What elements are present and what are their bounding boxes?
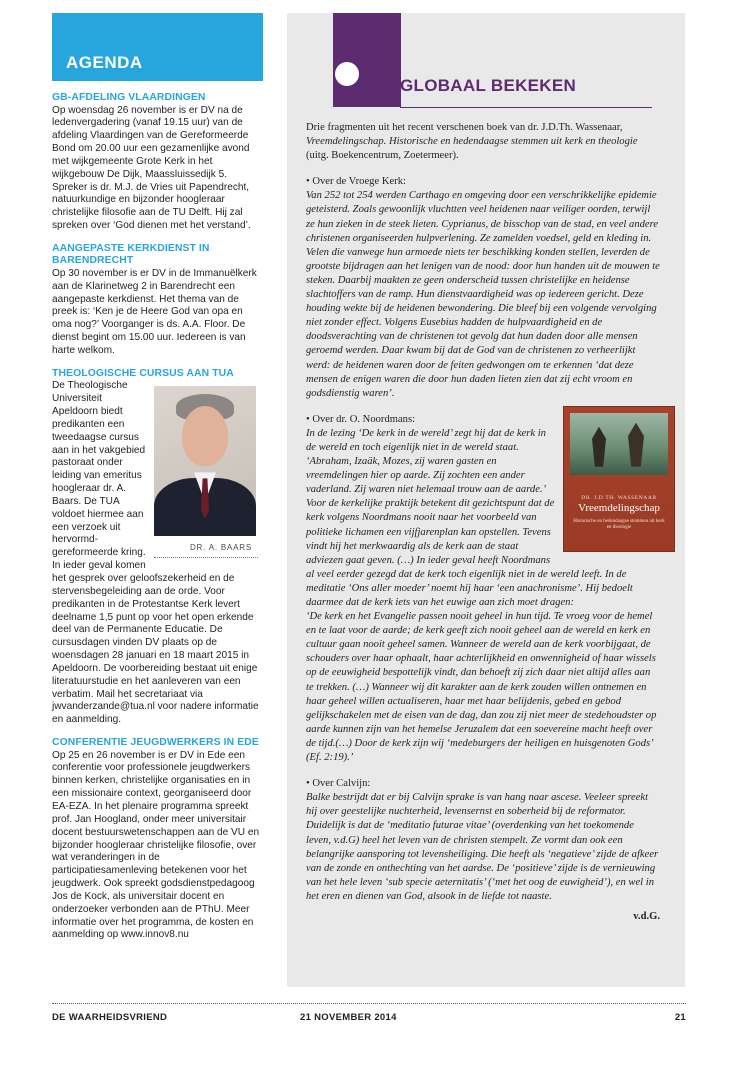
agenda-item-body: De Theologische Universiteit Apeldoorn biedt predikanten een tweedaagse cursus aan in het vakgebied pastoraat onder leiding van emeritus hoogleraar dr. A. Baars. De TUA voldoet hiermee aan een verzoek uit hervormd-gereformeerde kring. In ieder geval komen het gesprek over geloofszekerheid en de stervensbegeleiding aan de orde. Voor predikanten in de Protestantse Kerk levert deelname 1,5 punt op voor het open erkende deel van de Permanente Educatie. De cursusdagen vinden DV plaats op de woensdagen 28 januari en 18 maart 2015 in Apeldoorn. De voorbereiding bestaat uit enige literatuurstudie en het aanleveren van een verbatim. Mail het secretariaat via jwvanderzande@tua.nl voor nadere informatie en aanmelding. [52, 380, 259, 726]
agenda-header-bar [52, 13, 263, 81]
fragment-text: In de lezing ‘De kerk in de wereld’ zegt hij dat de kerk in de wereld en toch eigenlijk niet in de wereld staat. ‘Abraham, Izaäk, Mozes, zij waren gasten en vreemdelingen hier op aarde. Zij zochten een ander vaderland. Zij waren niet helemaal trouw aan de aarde.’ Voor de kerkelijke praktijk betekent dit gezichtspunt dat de kerk volgens Noordmans nooit naar het voorbeeld van politieke lichamen een vijfjarenplan kan opstellen. Tevens vindt hij het merkwaardig als de kerk aan de staat adviezen gaat geven. (…) In ieder geval heeft Noordmans al veel eerder gezegd dat de kerk toch eigenlijk niet in de wereld leeft. In de meditatie ‘Ons aller moeder’ noemt hij haar ‘een anachronisme’. Hij bedoelt daarmee dat de kerk iets van het euwige aan zich moet dragen: [306, 427, 633, 608]
agenda-item-heading: AANGEPASTE KERKDIENST IN BARENDRECHT [52, 242, 210, 267]
agenda-item-ede [52, 737, 264, 942]
intro-text: Drie fragmenten uit het recent verschenen boek van dr. J.D.Th. Wassenaar, [306, 122, 623, 133]
footer-page-number: 21 [674, 1012, 686, 1023]
book-cover [564, 407, 674, 551]
agenda-column [52, 92, 264, 952]
intro-publisher: (uitg. Boekencentrum, Zoetermeer). [306, 150, 459, 162]
globaal-bekeken-panel [287, 13, 685, 987]
fragment-heading: • Over de Vroege Kerk: [306, 176, 406, 188]
fragment-heading: • Over dr. O. Noordmans: [306, 413, 416, 425]
book-reference: Vreemdelingschap. Historische en hedendaagse stemmen uit kerk en theologie [306, 136, 638, 148]
footer-rule [52, 1003, 686, 1004]
agenda-item-tua [52, 368, 264, 727]
agenda-item-barendrecht [52, 243, 264, 358]
agenda-item-heading: CONFERENTIE JEUGDWERKERS IN EDE [52, 737, 259, 749]
fragment-text: Balke bestrijdt dat er bij Calvijn sprake is van hang naar ascese. Veeleer spreekt hij over geestelijke nuchterheid, levensernst en soberheid bij de reformator. Duidelijk is dat de ‘meditatio futurae vitae’ (overdenking van het toekomende leven, v.d.G) heel het leven van de christen stempelt. Ze vormt dan ook een belangrijke aansporing tot levensheiliging. Die heeft als ‘negatieve’ zijde de afkeer van de zonde en onthechting van het aardse. De ‘positieve’ zijde is de vernieuwing van het hele leven ‘sub specie aeternitatis’ (‘met het oog de euwigheid’), en wel in het eren en dienen van God, alsook in de liefde tot naaste. [306, 792, 659, 902]
portrait-block [154, 386, 264, 558]
agenda-item-body: Op woensdag 26 november is er DV na de ledenvergadering (vanaf 19.15 uur) van de afdeling Vlaardingen van de Gereformeerde Bond om 20.00 uur een gezamenlijke avond met wijkgemeente Grote Kerk in het wijkgebouw De Dijk, Maassluissedijk 5. Spreker is dr. M.J. de Vries uit Papendrecht, natuurkundige en bijzonder hoogleraar christelijke filosofie aan de TU Delft. Hij zal spreken over ‘God dienen met het verstand’. [52, 104, 251, 232]
book-title: Vreemdelingschap [578, 501, 660, 514]
section-dot-icon [335, 62, 359, 86]
agenda-item-heading: GB-AFDELING VLAARDINGEN [52, 92, 206, 103]
fragment-text: Van 252 tot 254 werden Carthago en omgeving door een verschrikkelijke epidemie geteisterd. Zoals gewoonlijk vluchtten veel heidenen naar veiliger oorden, terwijl ze hun zieken in de steek lieten. Cyprianus, de bisschop van de stad, en veel andere christenen organiseerden hulpverlening. Ze zamelden voedsel, geld en kleding in. Velen die vanwege hun armoede niets ter beschikking konden stellen, leverden de grootste bijdragen aan het lenigen van de nood: door hun handen uit de mouwen te steken. Daarbij maakten ze geen onderscheid tussen christelijke en heidense slachtoffers van de ramp. Hun dienstvaardigheid was op iedereen gericht. Deze houding wekte bij de heidenen bewondering. Die bleef bij een volgende vervolging niet zonder effect. Volgens Eusebius hadden de hulpvaardigheid en de doodsverachting van de christenen tot gevolg dat hun daden door alle mensen geroemd werden. Daar kwam bij dat de God van de christenen zo verheerlijkt werd: de heidenen waren door de feiten gedwongen om te erkennen ‘dat deze mensen de enigen waren die door hun daden lieten zien dat zij echt vroom en godsdienstig waren’. [306, 190, 660, 399]
fragment-heading: • Over Calvijn: [306, 778, 371, 790]
portrait-photo [154, 386, 256, 536]
footer-publication: DE WAARHEIDSVRIEND [52, 1012, 168, 1023]
panel-title: GLOBAAL BEKEKEN [400, 76, 577, 95]
footer-date: 21 NOVEMBER 2014 [300, 1012, 397, 1023]
agenda-item-heading: THEOLOGISCHE CURSUS AAN TUA [52, 367, 234, 379]
book-subtitle: Historische en hedendaagse stemmen uit kerk en theologie [573, 518, 665, 530]
agenda-title: AGENDA [66, 53, 143, 72]
panel-intro [306, 121, 660, 163]
agenda-item-body: Op 25 en 26 november is er DV in Ede een conferentie voor professionele jeugdwerkers binnen kerken, christelijke organisaties en in een missionaire context, georganiseerd door EA-EZA. In het plenaire programma spreekt prof. Jan Hoogland, onder meer universitair docent bestuurswetenschappen aan de VU en bijzonder hoogleraar christelijke filosofie, over wat veranderingen in de participatiesamenleving betekenen voor het jeugdwerk. Ook spreekt godsdienstpedagoog Jos de Kock, als universitair docent en onderzoeker verbonden aan de PThU. Meer informatie over het programma, de kosten en aanmelding op www.innov8.nu [52, 749, 260, 941]
panel-title-rule [400, 107, 652, 108]
book-author: DR. J.D.TH. WASSENAAR [581, 494, 657, 501]
panel-body [306, 121, 665, 924]
signature: v.d.G. [633, 910, 660, 922]
book-cover-artwork [570, 413, 668, 475]
portrait-caption: DR. A. BAARS [154, 536, 258, 558]
agenda-item-body: Op 30 november is er DV in de Immanuëlkerk aan de Klarinetweg 2 in Barendrecht een aangepaste kerkdienst. Het thema van de preek is: ‘Ken je de Heere God van opa en oma nog?’ Voorganger is ds. A.A. Floor. De dienst begint om 15.00 uur. Iedereen is van harte welkom. [52, 267, 257, 356]
fragment-quote: ‘De kerk en het Evangelie passen nooit geheel in hun tijd. Te vroeg voor de hemel en te laat voor de aarde; de kerk geeft zich nooit geheel aan de wereld en kerk en cultuur gaan nooit geheel samen. Wanneer de wereld aan de kerk voorbijgaat, de schouders over haar ophaalt, haar achterlijkheid en onwennigheid of haar wissels op de eeuwigheid bespottelijk vindt, dan behoeft zij zich daar niet altijd alles aan te trekken. (…) Wanneer wij dit karakter aan de kerk zouden willen ontnemen en haar geheel willen actualiseren, haar met haar belijdenis, gebed en gebod gelijkschakelen met de eisen van de dag, dan zou zij niet meer de stedehoudster op aarde kunnen zijn van het hemelse Jeruzalem dat een soevereine macht heeft over de tijd.(…) Door de kerk zijn wij ‘medeburgers der heiligen en huisgenoten Gods’ (Ef. 2:19).’ [306, 611, 657, 764]
section-marker [333, 13, 401, 107]
agenda-item-vlaardingen [52, 92, 264, 233]
